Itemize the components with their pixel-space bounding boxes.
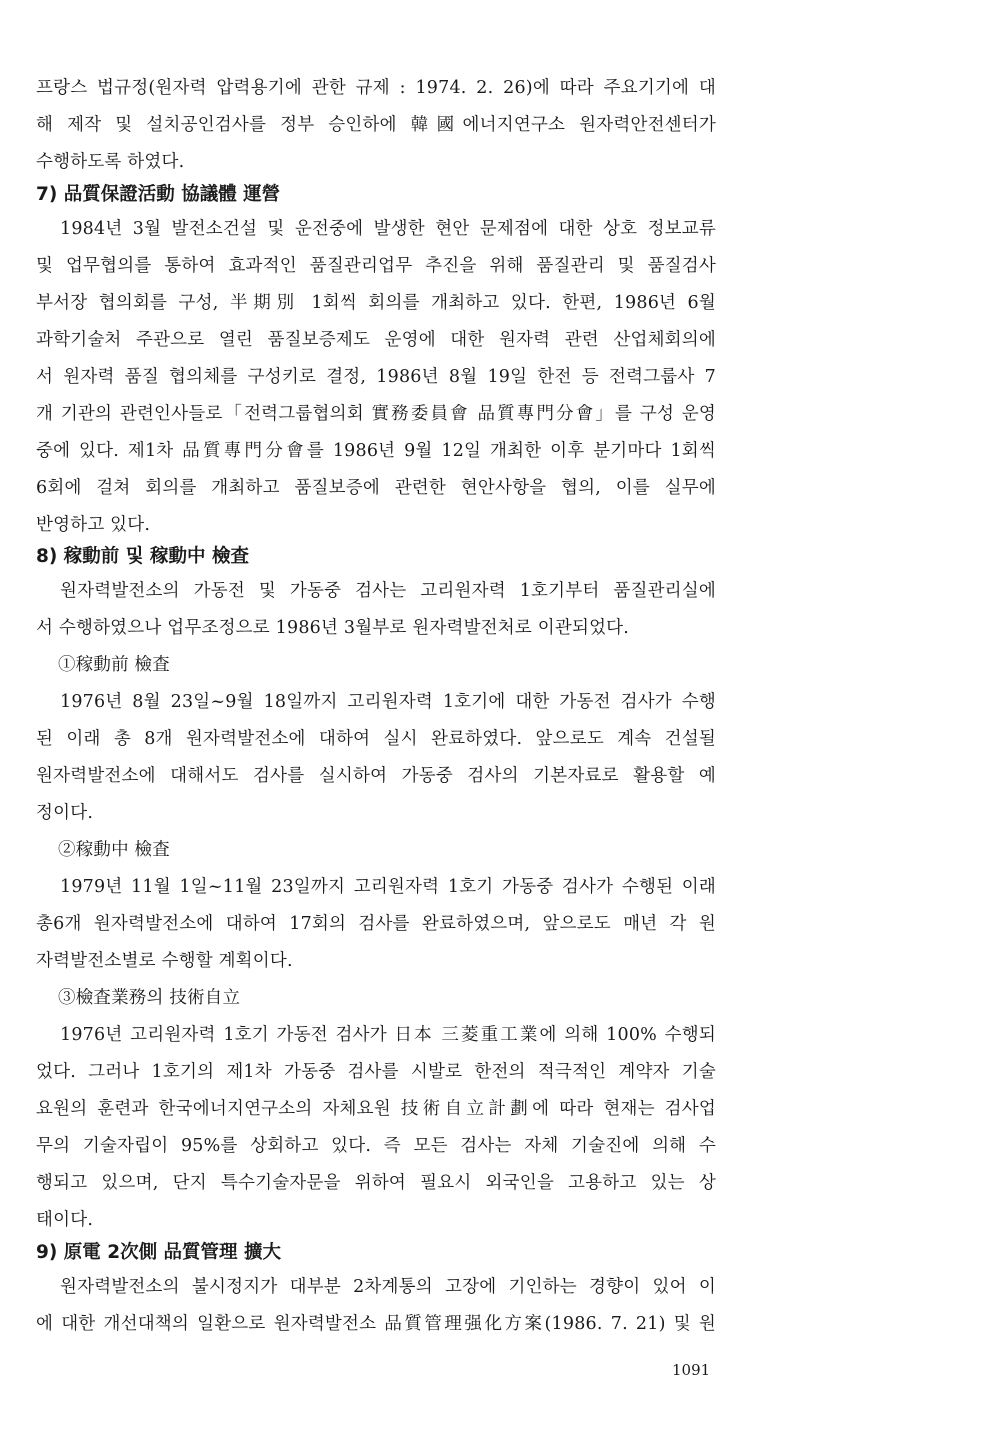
section-8-sub-1-line-1: 1976년 8월 23일~9월 18일까지 고리원자력 1호기에 대한 가동전 검사가 수행 <box>60 692 716 713</box>
intro-line-1: 프랑스 법규정(원자력 압력용기에 관한 규제 : 1974. 2. 26)에 따라 주요기기에 대 <box>36 78 716 98</box>
section-9-heading: 9) 原電 2次側 品質管理 擴大 <box>36 1241 281 1263</box>
section-7-line-4: 과학기술처 주관으로 열린 품질보증제도 운영에 대한 원자력 관련 산업체회의에 <box>36 329 716 350</box>
section-8-sub-2-line-3: 자력발전소별로 수행할 계획이다. <box>36 951 293 972</box>
section-7-line-6: 개 기관의 관련인사들로「전력그룹협의회 實務委員會 品質專門分會」를 구성 운영 <box>36 403 716 424</box>
section-8-intro-line-2: 서 수행하였으나 업무조정으로 1986년 3월부로 원자력발전처로 이관되었다. <box>36 618 630 639</box>
section-7-line-1: 1984년 3월 발전소건설 및 운전중에 발생한 현안 문제점에 대한 상호 정보교류 <box>60 218 716 239</box>
section-8-sub-3-line-1: 1976년 고리원자력 1호기 가동전 검사가 日本 三菱重工業에 의해 100% 수행되 <box>60 1025 716 1046</box>
section-8-sub-3-line-2: 었다. 그러나 1호기의 제1차 가동중 검사를 시발로 한전의 적극적인 계약자 기술 <box>36 1062 716 1083</box>
section-9-line-2: 에 대한 개선대책의 일환으로 원자력발전소 品質管理强化方案(1986. 7. 21) 및 원 <box>36 1314 716 1334</box>
section-8-sub-3-line-3: 요원의 훈련과 한국에너지연구소의 자체요원 技術自立計劃에 따라 현재는 검사업 <box>36 1099 716 1120</box>
section-7-heading: 7) 品質保證活動 協議體 運營 <box>36 183 281 205</box>
section-8-sub-1-title: ①稼動前 檢査 <box>58 655 170 676</box>
intro-line-2: 해 제작 및 설치공인검사를 정부 승인하에 韓國에너지연구소 원자력안전센터가 <box>36 115 716 135</box>
section-8-sub-3-line-4: 무의 기술자립이 95%를 상회하고 있다. 즉 모든 검사는 자체 기술진에 의해 수 <box>36 1136 716 1157</box>
page-number: 1091 <box>672 1361 711 1379</box>
section-8-sub-1-line-3: 원자력발전소에 대해서도 검사를 실시하여 가동중 검사의 기본자료로 활용할 예 <box>36 766 716 787</box>
section-8-sub-3-line-6: 태이다. <box>36 1210 94 1231</box>
section-9-line-1: 원자력발전소의 불시정지가 대부분 2차계통의 고장에 기인하는 경향이 있어 이 <box>60 1277 716 1297</box>
section-8-sub-2-title: ②稼動中 檢査 <box>58 840 170 861</box>
section-8-sub-2-line-2: 총6개 원자력발전소에 대하여 17회의 검사를 완료하였으며, 앞으로도 매년 각 원 <box>36 914 716 935</box>
section-7-line-8: 6회에 걸쳐 회의를 개최하고 품질보증에 관련한 현안사항을 협의, 이를 실무에 <box>36 477 716 498</box>
section-8-sub-2-line-1: 1979년 11월 1일~11월 23일까지 고리원자력 1호기 가동중 검사가 수행된 이래 <box>60 877 716 898</box>
section-7-line-3: 부서장 협의회를 구성, 半期別 1회씩 회의를 개최하고 있다. 한편, 1986년 6월 <box>36 292 716 313</box>
section-8-sub-1-line-2: 된 이래 총 8개 원자력발전소에 대하여 실시 완료하였다. 앞으로도 계속 건설될 <box>36 729 716 750</box>
section-7-line-2: 및 업무협의를 통하여 효과적인 품질관리업무 추진을 위해 품질관리 및 품질검사 <box>36 255 716 276</box>
section-8-sub-3-line-5: 행되고 있으며, 단지 특수기술자문을 위하여 필요시 외국인을 고용하고 있는 상 <box>36 1173 716 1194</box>
intro-line-3: 수행하도록 하였다. <box>36 152 185 172</box>
section-8-sub-1-line-4: 정이다. <box>36 803 94 824</box>
section-7-line-7: 중에 있다. 제1차 品質專門分會를 1986년 9월 12일 개최한 이후 분기마다 1회씩 <box>36 440 716 461</box>
section-8-sub-3-title: ③檢査業務의 技術自立 <box>58 988 241 1009</box>
section-8-intro-line-1: 원자력발전소의 가동전 및 가동중 검사는 고리원자력 1호기부터 품질관리실에 <box>60 581 716 602</box>
section-7-line-5: 서 원자력 품질 협의체를 구성키로 결정, 1986년 8월 19일 한전 등 전력그룹사 7 <box>36 366 716 387</box>
section-7-line-9: 반영하고 있다. <box>36 514 151 535</box>
section-8-heading: 8) 稼動前 및 稼動中 檢査 <box>36 546 249 568</box>
